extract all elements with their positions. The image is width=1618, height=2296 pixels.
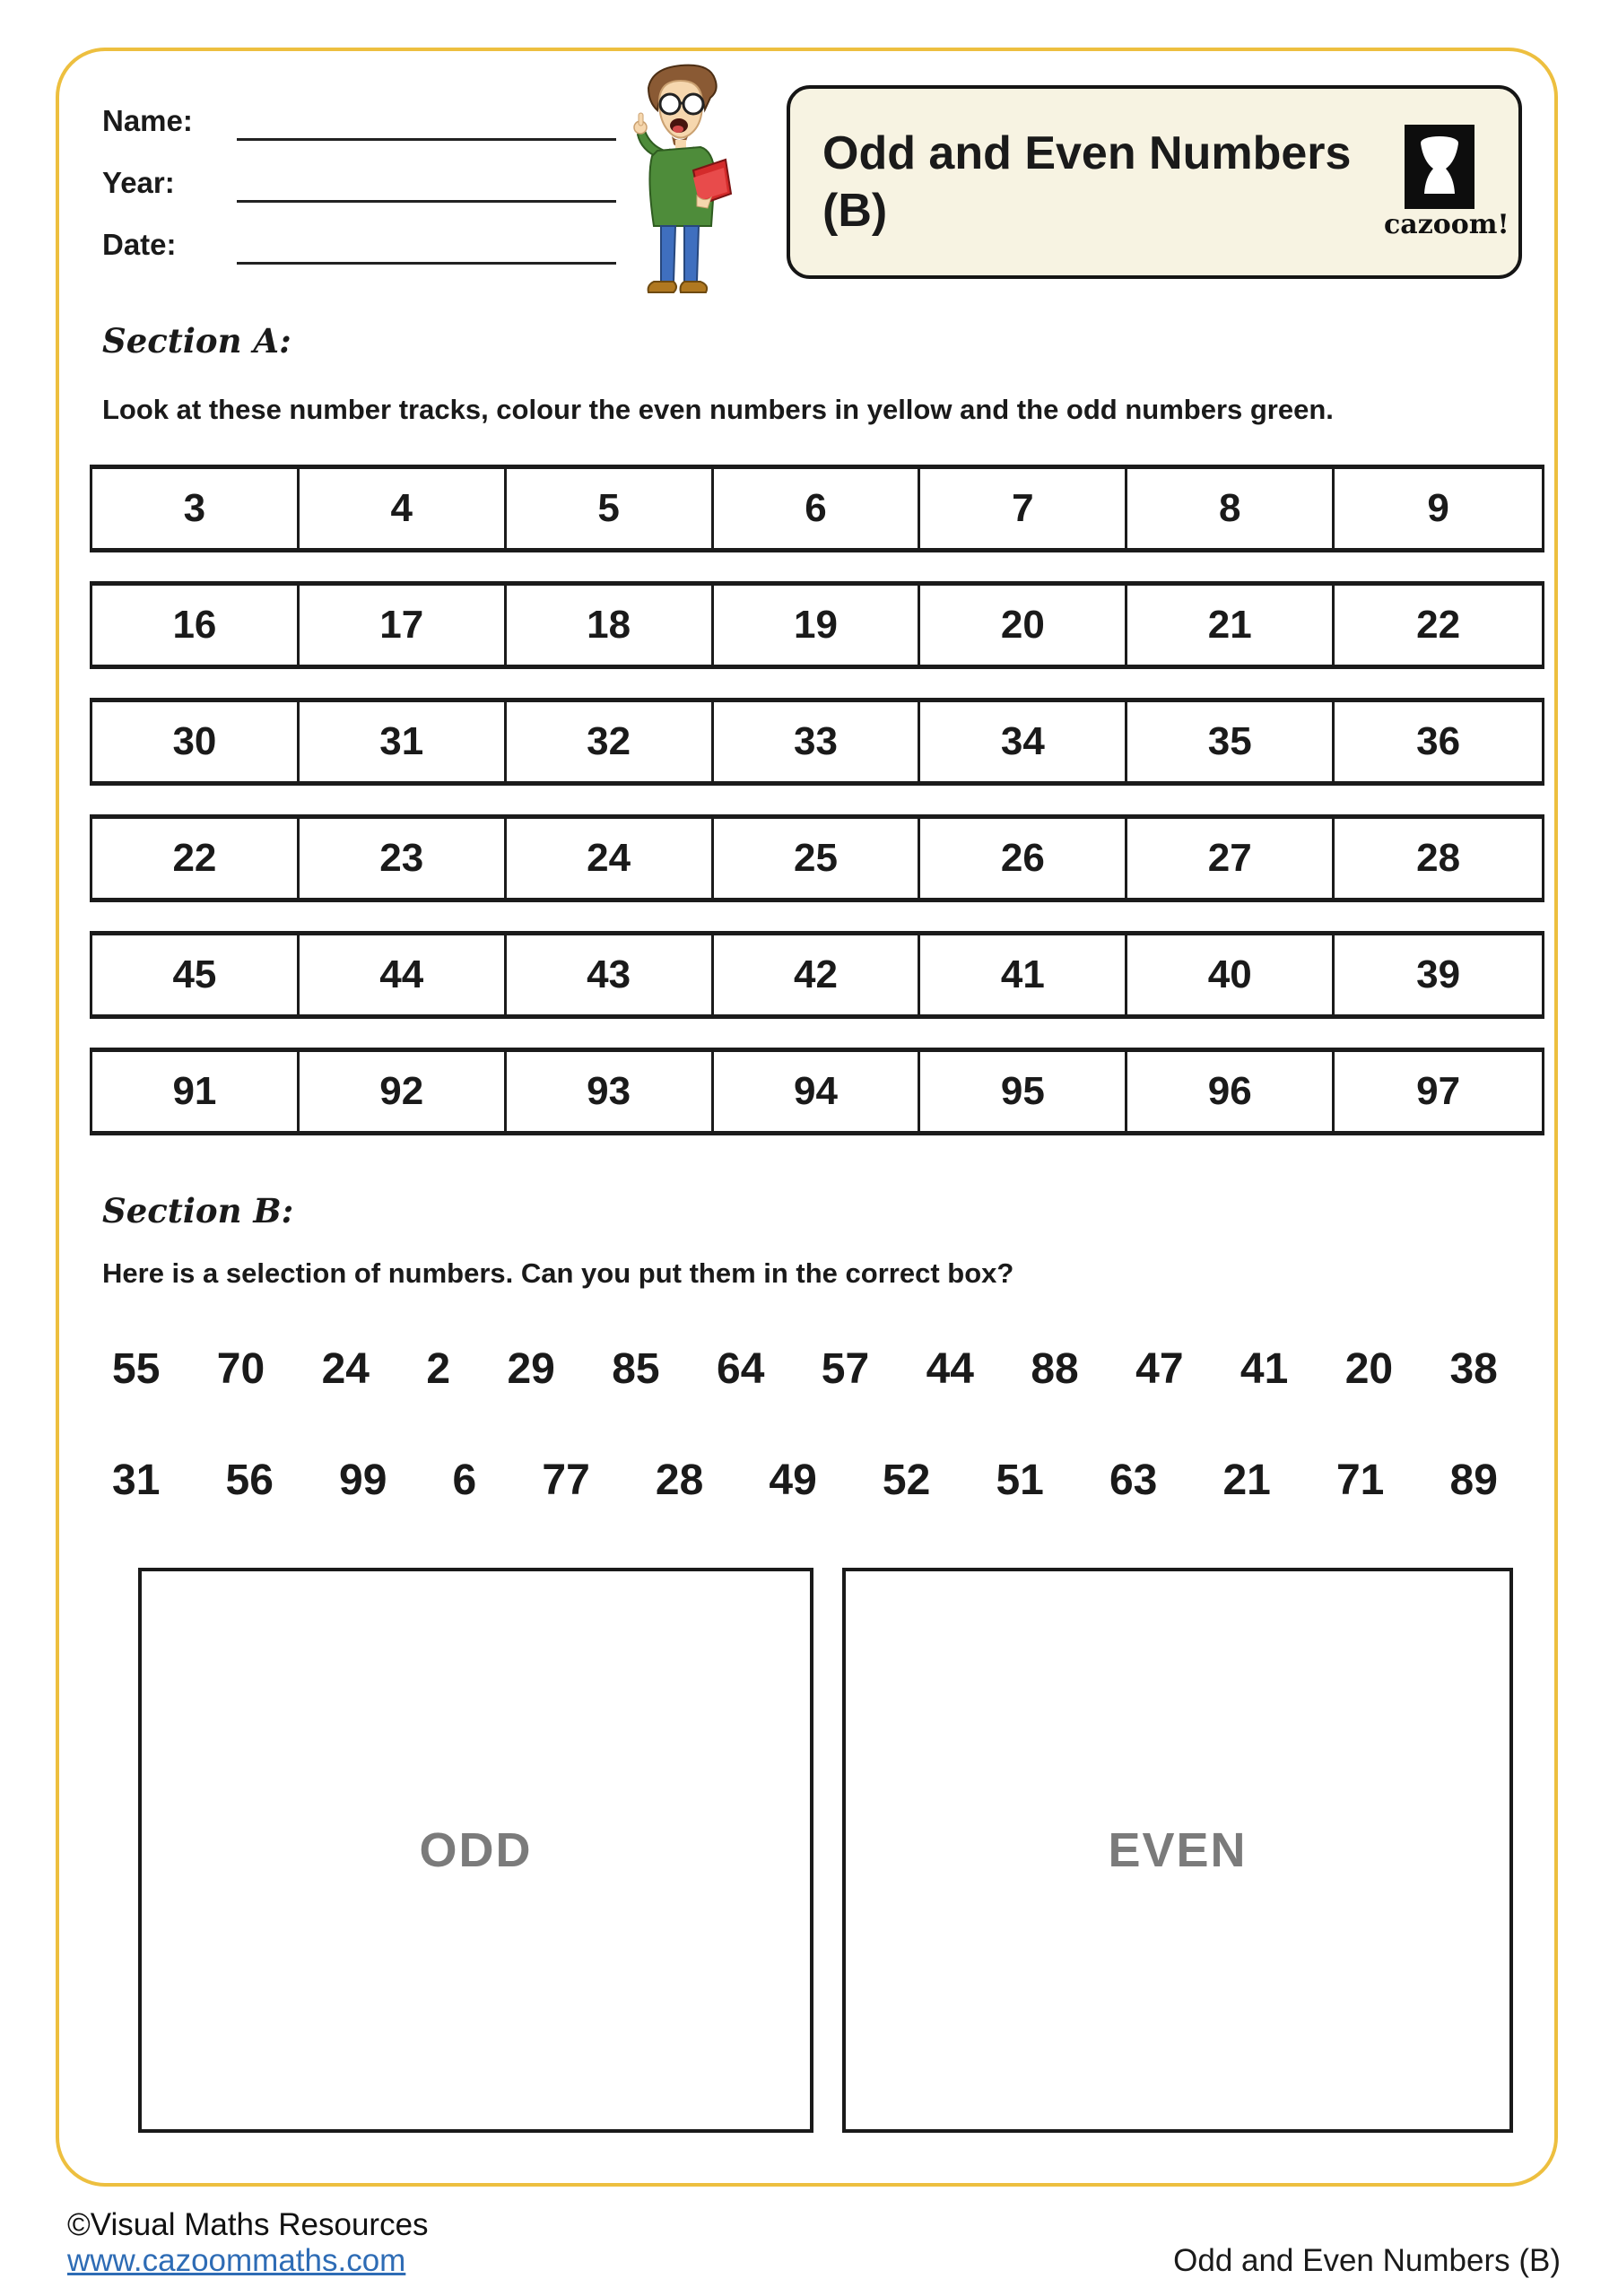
pool-number: 41 (1240, 1345, 1289, 1393)
track-cell[interactable]: 97 (1416, 1069, 1461, 1113)
page-title-line1: Odd and Even Numbers (822, 127, 1352, 179)
number-track-row (90, 465, 1544, 552)
pool-number: 77 (542, 1457, 590, 1504)
title-box (787, 85, 1522, 279)
track-cell[interactable]: 95 (920, 1052, 1127, 1131)
cazoom-logo-text: cazoom! (1384, 208, 1509, 240)
pool-number: 2 (426, 1345, 451, 1393)
track-cell[interactable]: 18 (507, 586, 714, 665)
track-cell[interactable]: 26 (920, 819, 1127, 898)
track-cell[interactable]: 36 (1416, 719, 1461, 763)
number-track-row (90, 581, 1544, 669)
track-cell[interactable]: 94 (714, 1052, 921, 1131)
page-title-line2: (B) (822, 185, 888, 237)
track-cell[interactable]: 41 (920, 935, 1127, 1014)
track-cell[interactable]: 22 (92, 819, 300, 898)
pool-number: 89 (1449, 1457, 1498, 1504)
section-b-instruction: Here is a selection of numbers. Can you put them in the correct box? (102, 1257, 1014, 1289)
pool-number: 47 (1135, 1345, 1184, 1393)
track-cell[interactable]: 23 (300, 819, 507, 898)
section-a-instruction: Look at these number tracks, colour the even numbers in yellow and the odd numbers green. (102, 394, 1334, 425)
pool-number: 28 (655, 1457, 704, 1504)
track-cell[interactable]: 91 (92, 1052, 300, 1131)
track-cell[interactable]: 6 (714, 469, 921, 548)
pool-number: 70 (216, 1345, 265, 1393)
number-track-row (90, 1048, 1544, 1135)
even-sort-box[interactable] (842, 1568, 1513, 2133)
cazoom-logo (1384, 125, 1509, 240)
pool-number: 52 (882, 1457, 931, 1504)
pool-number: 20 (1344, 1345, 1394, 1393)
date-field-row (102, 222, 616, 265)
number-pool-row (112, 1342, 1498, 1397)
even-box-label: EVEN (1108, 1823, 1248, 1877)
page-title (822, 125, 1351, 239)
pool-number: 64 (717, 1345, 765, 1393)
name-label: Name: (102, 104, 193, 137)
year-field-row (102, 160, 616, 203)
odd-box-label: ODD (419, 1823, 533, 1877)
track-cell[interactable]: 92 (300, 1052, 507, 1131)
pool-number: 31 (112, 1457, 161, 1504)
pool-number: 56 (225, 1457, 274, 1504)
pool-number: 88 (1031, 1345, 1079, 1393)
name-input-line[interactable] (237, 102, 616, 141)
track-cell[interactable]: 43 (507, 935, 714, 1014)
track-cell[interactable]: 22 (1416, 603, 1461, 647)
track-cell[interactable]: 21 (1127, 586, 1335, 665)
track-cell[interactable]: 31 (300, 702, 507, 781)
track-cell[interactable]: 44 (300, 935, 507, 1014)
track-cell[interactable]: 19 (714, 586, 921, 665)
number-pool-row (112, 1453, 1498, 1509)
footer-worksheet-title: Odd and Even Numbers (B) (1173, 2243, 1561, 2278)
year-input-line[interactable] (237, 164, 616, 203)
pool-number: 21 (1222, 1457, 1271, 1504)
number-track-row (90, 814, 1544, 902)
date-input-line[interactable] (237, 226, 616, 265)
pool-number: 57 (821, 1345, 870, 1393)
pool-number: 6 (452, 1457, 477, 1504)
pool-number: 71 (1335, 1457, 1385, 1504)
track-cell[interactable]: 4 (300, 469, 507, 548)
track-cell[interactable]: 30 (92, 702, 300, 781)
number-track-row (90, 931, 1544, 1019)
odd-sort-box[interactable] (138, 1568, 813, 2133)
track-cell[interactable]: 93 (507, 1052, 714, 1131)
pool-number: 49 (769, 1457, 817, 1504)
track-cell[interactable]: 40 (1127, 935, 1335, 1014)
footer-website-link[interactable]: www.cazoommaths.com (67, 2243, 406, 2278)
track-cell[interactable]: 7 (920, 469, 1127, 548)
pool-number: 29 (507, 1345, 555, 1393)
track-cell[interactable]: 96 (1127, 1052, 1335, 1131)
track-cell[interactable]: 33 (714, 702, 921, 781)
date-label: Date: (102, 228, 177, 261)
track-cell[interactable]: 32 (507, 702, 714, 781)
track-cell[interactable]: 42 (714, 935, 921, 1014)
pool-number: 51 (996, 1457, 1044, 1504)
track-cell[interactable]: 3 (92, 469, 300, 548)
footer-copyright: ©Visual Maths Resources (67, 2207, 429, 2242)
teacher-illustration (622, 61, 740, 301)
number-pool (112, 1342, 1498, 1564)
track-cell[interactable]: 39 (1416, 952, 1461, 996)
pool-number: 85 (612, 1345, 660, 1393)
track-cell[interactable]: 24 (507, 819, 714, 898)
track-cell[interactable]: 34 (920, 702, 1127, 781)
number-track-row (90, 698, 1544, 786)
name-field-row (102, 98, 616, 141)
track-cell[interactable]: 27 (1127, 819, 1335, 898)
pool-number: 63 (1109, 1457, 1158, 1504)
track-cell[interactable]: 25 (714, 819, 921, 898)
track-cell[interactable]: 28 (1416, 836, 1461, 880)
track-cell[interactable]: 20 (920, 586, 1127, 665)
year-label: Year: (102, 166, 175, 199)
number-tracks (90, 465, 1544, 1164)
pool-number: 55 (112, 1345, 161, 1393)
pool-number: 38 (1449, 1345, 1498, 1393)
track-cell[interactable]: 8 (1127, 469, 1335, 548)
section-a-heading: Section A: (102, 321, 291, 361)
track-cell[interactable]: 9 (1427, 486, 1449, 530)
track-cell[interactable]: 17 (300, 586, 507, 665)
pool-number: 44 (926, 1345, 974, 1393)
track-cell[interactable]: 16 (92, 586, 300, 665)
track-cell[interactable]: 5 (507, 469, 714, 548)
track-cell[interactable]: 35 (1127, 702, 1335, 781)
pool-number: 99 (339, 1457, 387, 1504)
pool-number: 24 (321, 1345, 370, 1393)
track-cell[interactable]: 45 (92, 935, 300, 1014)
cazoom-drum-icon (1405, 125, 1474, 209)
section-b-heading: Section B: (102, 1191, 294, 1231)
